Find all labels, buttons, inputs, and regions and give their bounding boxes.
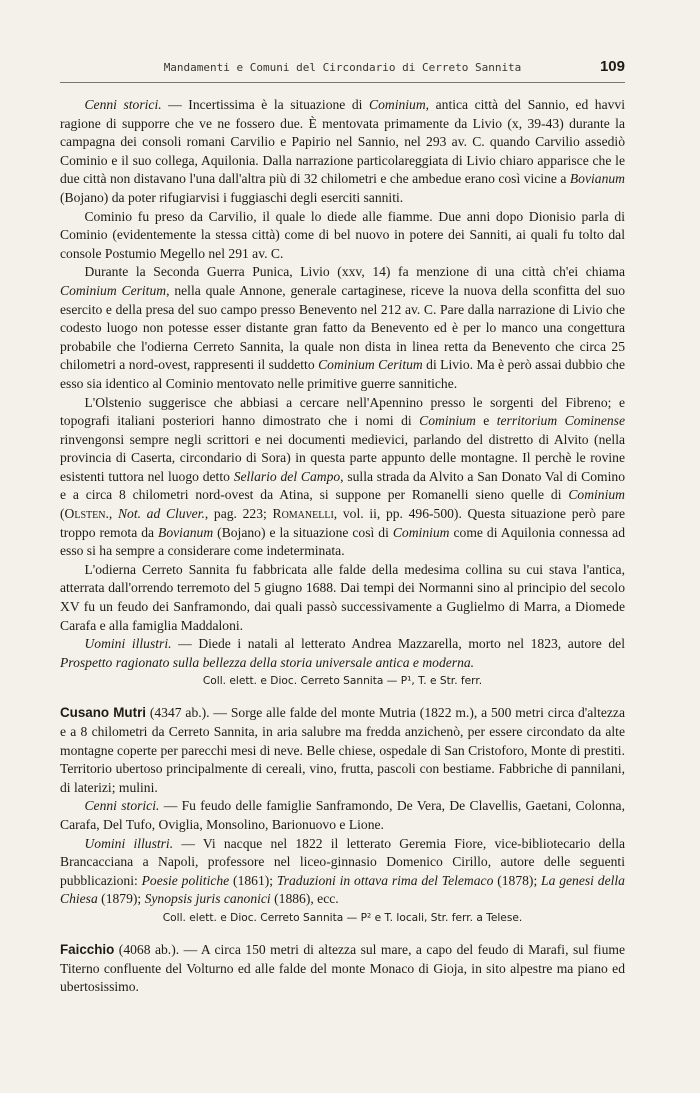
text: — Incertissima è la situazione di — [161, 97, 370, 112]
text: di Livio. Ma è però assai dubbio che esso sia identico al Cominio mentovato nelle primitive guerre sannitiche. — [60, 357, 625, 391]
paragraph-cominio-2: Cominio fu preso da Carvilio, il quale lo diede alle fiamme. Due anni dopo Dionisio parla di Cominio (evidentemente la stessa città) come di bel nuovo in potere dei Sanniti, ai quali fu tolto dal console Postumio Megello nel 291 av. C. — [60, 208, 625, 261]
text: , sulla strada da Alvito a San Donato Val di Comino e a circa 8 chilometri nord-ovest da Atina, si suppone per Romanelli sieno quelle di — [60, 468, 625, 503]
section-label: Uomini illustri. — [84, 636, 172, 652]
text: , vol. ii, pp. 496-500). Questa situazione però pare troppo remota da — [60, 506, 626, 540]
italic-term: territorium Cominense — [496, 413, 625, 429]
italic-term: La genesi della Chiesa — [60, 872, 625, 907]
section-label: Uomini illustri. — [84, 835, 174, 851]
page-header — [60, 58, 625, 83]
entry-title: Faicchio — [60, 941, 115, 957]
text: , nella quale Annone, generale cartaginese, riceve la nuova della sconfitta del suo esercito e della presa del suo campo presso Benevento nel 212 av. C. Pare dalla narrazione di Livio che codesto luogo non potesse esser distante gran fatto da Benevento ed è per lo manco una congettura probabile che l'odierna Cerreto Sannita, la quale non dista in linea retta da Benevento che circa 25 chilometri a nord-ovest, rappresenti il suddetto — [60, 282, 625, 373]
text: — Fu feudo delle famiglie Sanframondo, De Vera, De Clavellis, Gaetani, Colonna, Carafa, Del Tufo, Oviglia, Monsolino, Barionuovo e Lione. — [60, 798, 625, 832]
running-title: Mandamenti e Comuni del Circondario di Cerreto Sannita — [163, 61, 522, 74]
italic-term: Bovianum — [158, 524, 214, 540]
text: , — [108, 506, 118, 522]
italic-term: Cominium Ceritum — [60, 282, 167, 298]
text: ( — [60, 506, 65, 522]
italic-term: Cominium Ceritum — [318, 357, 423, 373]
text: — Diede i natali al letterato Andrea Mazzarella, morto nel 1823, autore del — [171, 636, 625, 652]
text: (4068 ab.). — A circa 150 metri di altezza sul mare, a capo del feudo di Marafi, sul fiume Titerno confluente del Volturno ed alle falde del monte Monaco di Gioja, in sito alpestre ma piano ed ubertosissimo. — [60, 941, 625, 995]
text: L'Olstenio suggerisce che abbiasi a cercare nell'Apennino presso le sorgenti del Fibreno; e topografi italiani posteriori hanno dimostrato che i nomi di — [60, 394, 625, 429]
text: , antica città del Sannio, ed havvi ragione di supporre che ve ne fossero due. È mentovata primamente da Livio (x, 39-43) durante la campagna dei consoli romani Carvilio e Papirio nel Sannio, nel 293 av. C. quando Carvilio assediò Cominio e il suo collega, Aquilonia. Dalla narrazione particolareggiata di Livio chiaro apparisce che le due città non distavano l'una dall'altra più di 32 chilometri e che ambedue erano così vicine a — [60, 97, 625, 187]
text: (1878); — [493, 872, 542, 888]
italic-term: Not. ad Cluver. — [117, 506, 205, 522]
text: (1879); — [97, 891, 145, 907]
italic-term: Traduzioni in ottava rima del Telemaco — [276, 872, 494, 888]
reference-note-cerreto: Coll. elett. e Dioc. Cerreto Sannita — P¹, T. e Str. ferr. — [202, 675, 483, 688]
small-caps-author: Olsten. — [64, 506, 109, 522]
italic-term: Cominium — [369, 97, 426, 112]
text: (1886), ecc. — [270, 891, 339, 907]
page-body — [60, 96, 625, 997]
text: rinvengonsi sempre negli scrittori e nei documenti medievici, parlando del distretto di Alvito (nella provincia di Caserta, circondario di Sora) in questa parte appunto delle montagne. Il perchè le rovine esistenti tuttora nel luogo detto — [60, 431, 625, 484]
text: (1861); — [229, 872, 277, 888]
italic-term: Bovianum — [569, 171, 625, 187]
italic-term: Cominium — [568, 487, 625, 503]
paragraph-cominio-3 — [60, 263, 625, 393]
italic-term: Poesie politiche — [141, 872, 230, 888]
paragraph-cominio-cenni-storici — [60, 96, 625, 208]
text: — Vi nacque nel 1822 il letterato Geremia Fiore, vice-bibliotecario della Brancacciana a Napoli, professore nel liceo-ginnasio Domenico Cirillo, autore delle seguenti pubblicazioni: — [60, 835, 625, 888]
entry-title: Cusano Mutri — [60, 705, 146, 721]
entry-cusano-mutri — [60, 704, 625, 797]
paragraph-cominio-uomini-illustri — [60, 635, 625, 672]
paragraph-cusano-cenni-storici — [60, 797, 625, 834]
reference-note-cusano: Coll. elett. e Dioc. Cerreto Sannita — P² e T. locali, Str. ferr. a Telese. — [162, 911, 523, 924]
page-number: 109 — [599, 58, 625, 75]
italic-term: Cominium — [419, 413, 476, 429]
section-label: Cenni storici. — [84, 97, 162, 112]
entry-faicchio — [60, 941, 625, 997]
paragraph-cominio-4 — [60, 394, 625, 561]
italic-term: Prospetto ragionato sulla bellezza della storia universale antica e moderna. — [60, 654, 475, 670]
section-label: Cenni storici. — [84, 798, 160, 814]
small-caps-author: Romanelli — [272, 506, 334, 522]
italic-term: Cominium — [392, 524, 450, 540]
text: (Bojano) da poter rifugiarvisi i fuggiaschi degli eserciti sanniti. — [60, 189, 404, 205]
text: come di Aquilonia connessa ad esso si ha sempre a considerare come indeterminata. — [60, 524, 625, 559]
italic-term: Synopsis juris canonici — [144, 891, 271, 907]
text: (4347 ab.). — Sorge alle falde del monte Mutria (1822 m.), a 500 metri circa d'altezza e a 8 chilometri da Cerreto Sannita, in aria salubre ma fredda anzichenò, per essere circondato da alte montagne coperte per parecchi mesi di neve. Belle chiese, ospedale di San Cristoforo, Monte di prestiti. Territorio ubertoso principalmente di cereali, vino, frutta, pascoli con bestiame. Fabbriche di pannilani, di laterizi; mulini. — [60, 705, 625, 795]
text: Durante la Seconda Guerra Punica, Livio (xxv, 14) fa menzione di una città ch'ei chiama — [84, 264, 625, 280]
text: e — [475, 413, 497, 429]
text: , pag. 223; — [204, 506, 273, 522]
text: (Bojano) e la situazione così di — [213, 524, 393, 540]
paragraph-cominio-5: L'odierna Cerreto Sannita fu fabbricata alle falde della medesima collina su cui stava l'antica, atterrata dall'orrendo terremoto del 5 giugno 1688. Dai tempi dei Normanni sino al principio del secolo XV fu un feudo dei Sanframondo, dai quali passò successivamente a Guglielmo di Marra, a Diomede Carafa e alla famiglia Maddaloni. — [60, 561, 625, 633]
paragraph-cusano-uomini-illustri — [60, 835, 625, 909]
italic-term: Sellario del Campo — [233, 468, 341, 484]
